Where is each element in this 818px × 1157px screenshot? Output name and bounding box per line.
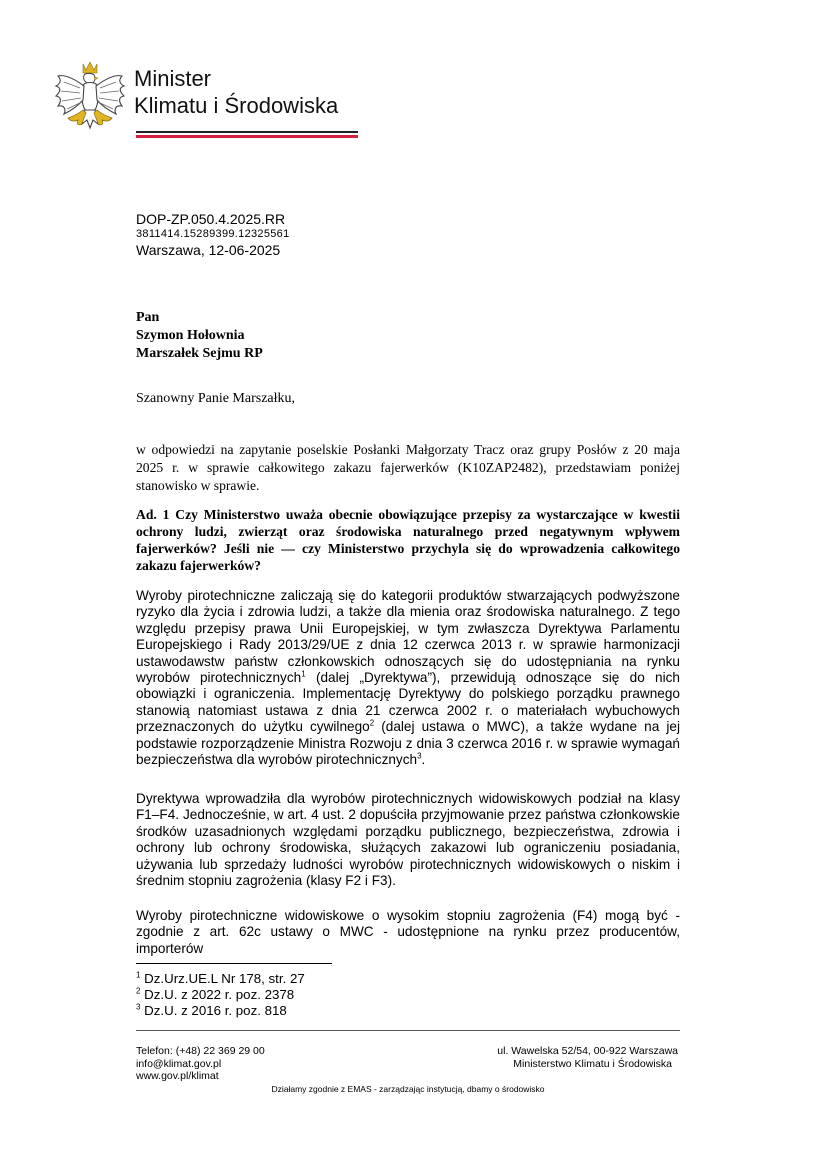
footnotes — [136, 971, 305, 1019]
header-divider-black — [136, 131, 358, 133]
addressee — [136, 309, 263, 363]
addressee-name: Szymon Hołownia — [136, 328, 245, 343]
footer-phone: Telefon: (+48) 22 369 29 00 — [136, 1045, 265, 1057]
footer-address — [420, 1045, 678, 1070]
ministry-title-line1: Minister — [134, 66, 212, 91]
footer-divider — [136, 1030, 680, 1031]
footnote-text: Dz.U. z 2016 r. poz. 818 — [140, 1003, 287, 1018]
ministry-title — [134, 65, 338, 119]
footnote-ref-1: 1 — [301, 669, 306, 679]
footer-website-link[interactable]: www.gov.pl/klimat — [136, 1070, 219, 1083]
footnote-item — [136, 1003, 305, 1019]
footer-contact — [136, 1045, 265, 1083]
footer-emas-note: Działamy zgodnie z EMAS - zarządzając instytucją, dbamy o środowisko — [271, 1084, 545, 1094]
header-divider-red — [136, 135, 358, 138]
footnote-mark: 3 — [136, 1002, 141, 1012]
footer-email-link[interactable]: info@klimat.gov.pl — [136, 1057, 222, 1070]
body-1-text-d: . — [421, 752, 426, 768]
addressee-title: Marszałek Sejmu RP — [136, 346, 263, 361]
footer-institution: Ministerstwo Klimatu i Środowiska — [513, 1057, 672, 1070]
footnote-ref-2: 2 — [369, 718, 375, 728]
body-1-text-a: Wyroby pirotechniczne zaliczają się do kategorii produktów stwarzających podwyższone ryzyko dla życia i zdrowia ludzi, a także dla mienia oraz środowiska naturalnego. Z tego względu przepisy prawa Unii Europejskiej, w tym zwłaszcza Dyrektywa Parlamentu Europejskiego i Rady 2013/29/UE z dnia 12 czerwca 2013 r. w sprawie harmonizacji ustawodawstw państw członkowskich odnoszących się do udostępniania na rynku wyrobów pirotechnicznych — [136, 588, 680, 686]
addressee-salutation: Pan — [136, 310, 160, 325]
footnote-mark: 1 — [136, 970, 141, 980]
footnote-item — [136, 987, 305, 1003]
body-paragraph-3: Wyroby pirotechniczne widowiskowe o wysokim stopniu zagrożenia (F4) mogą być - zgodnie z art. 62c ustawy o MWC - udostępnione na rynku przez producentów, importerów — [136, 908, 680, 956]
footer-street-address: ul. Wawelska 52/54, 00-922 Warszawa — [497, 1045, 678, 1057]
body-1-text-b: (dalej „Dyrektywa”), przewidują odnoszące się do nich obowiązki i ograniczenia. Implementację Dyrektywy do polskiego porządku prawnego stanowią natomiast ustawa z dnia 21 czerwca 2002 r. o materiałach wybuchowych przeznaczonych do użytku cywilnego — [136, 670, 680, 735]
body-1-text-c: (dalej ustawa o MWC), a także wydane na jej podstawie rozporządzenie Ministra Rozwoju z dnia 3 czerwca 2016 r. w sprawie wymagań bezpieczeństwa dla wyrobów pirotechnicznych — [136, 719, 680, 768]
reference-block — [136, 211, 290, 259]
reference-code: DOP-ZP.050.4.2025.RR — [136, 211, 286, 227]
footnote-text: Dz.U. z 2022 r. poz. 2378 — [140, 987, 295, 1002]
footnote-mark: 2 — [136, 986, 141, 996]
letter-salutation: Szanowny Panie Marszałku, — [136, 391, 296, 406]
white-eagle-emblem-icon — [52, 58, 128, 138]
body-paragraph-2: Dyrektywa wprowadziła dla wyrobów pirotechnicznych widowiskowych podział na klasy F1–F4. Jednocześnie, w art. 4 ust. 2 dopuściła przyjmowanie przez państwa członkowskie środków uzasadnionych względami porządku publicznego, bezpieczeństwa, zdrowia i ochrony lub ochrony środowiska, służących zakazowi lub ograniczeniu posiadania, używania lub sprzedaży ludności wyrobów pirotechnicznych widowiskowych o niskim i średnim stopniu zagrożenia (klasy F2 i F3). — [136, 791, 680, 889]
intro-paragraph: w odpowiedzi na zapytanie poselskie Posłanki Małgorzaty Tracz oraz grupy Posłów z 20 maja 2025 r. w sprawie całkowitego zakazu fajerwerków (K10ZAP2482), przedstawiam poniżej stanowisko w sprawie. — [136, 442, 680, 493]
ministry-title-line2: Klimatu i Środowiska — [134, 93, 339, 118]
footnote-ref-3: 3 — [417, 751, 422, 761]
place-and-date: Warszawa, 12-06-2025 — [136, 242, 281, 258]
footnote-item — [136, 971, 305, 987]
body-paragraph-1 — [136, 588, 680, 768]
footnote-divider — [136, 963, 332, 964]
reference-number: 3811414.15289399.12325561 — [136, 228, 290, 240]
question-heading: Ad. 1 Czy Ministerstwo uważa obecnie obowiązujące przepisy za wystarczające w kwestii ochrony ludzi, zwierząt oraz środowiska naturalnego przed negatywnym wpływem fajerwerków? Jeśli nie — czy Ministerstwo przychyla się do wprowadzenia całkowitego zakazu fajerwerków? — [136, 507, 680, 573]
footnote-text: Dz.Urz.UE.L Nr 178, str. 27 — [140, 971, 305, 986]
